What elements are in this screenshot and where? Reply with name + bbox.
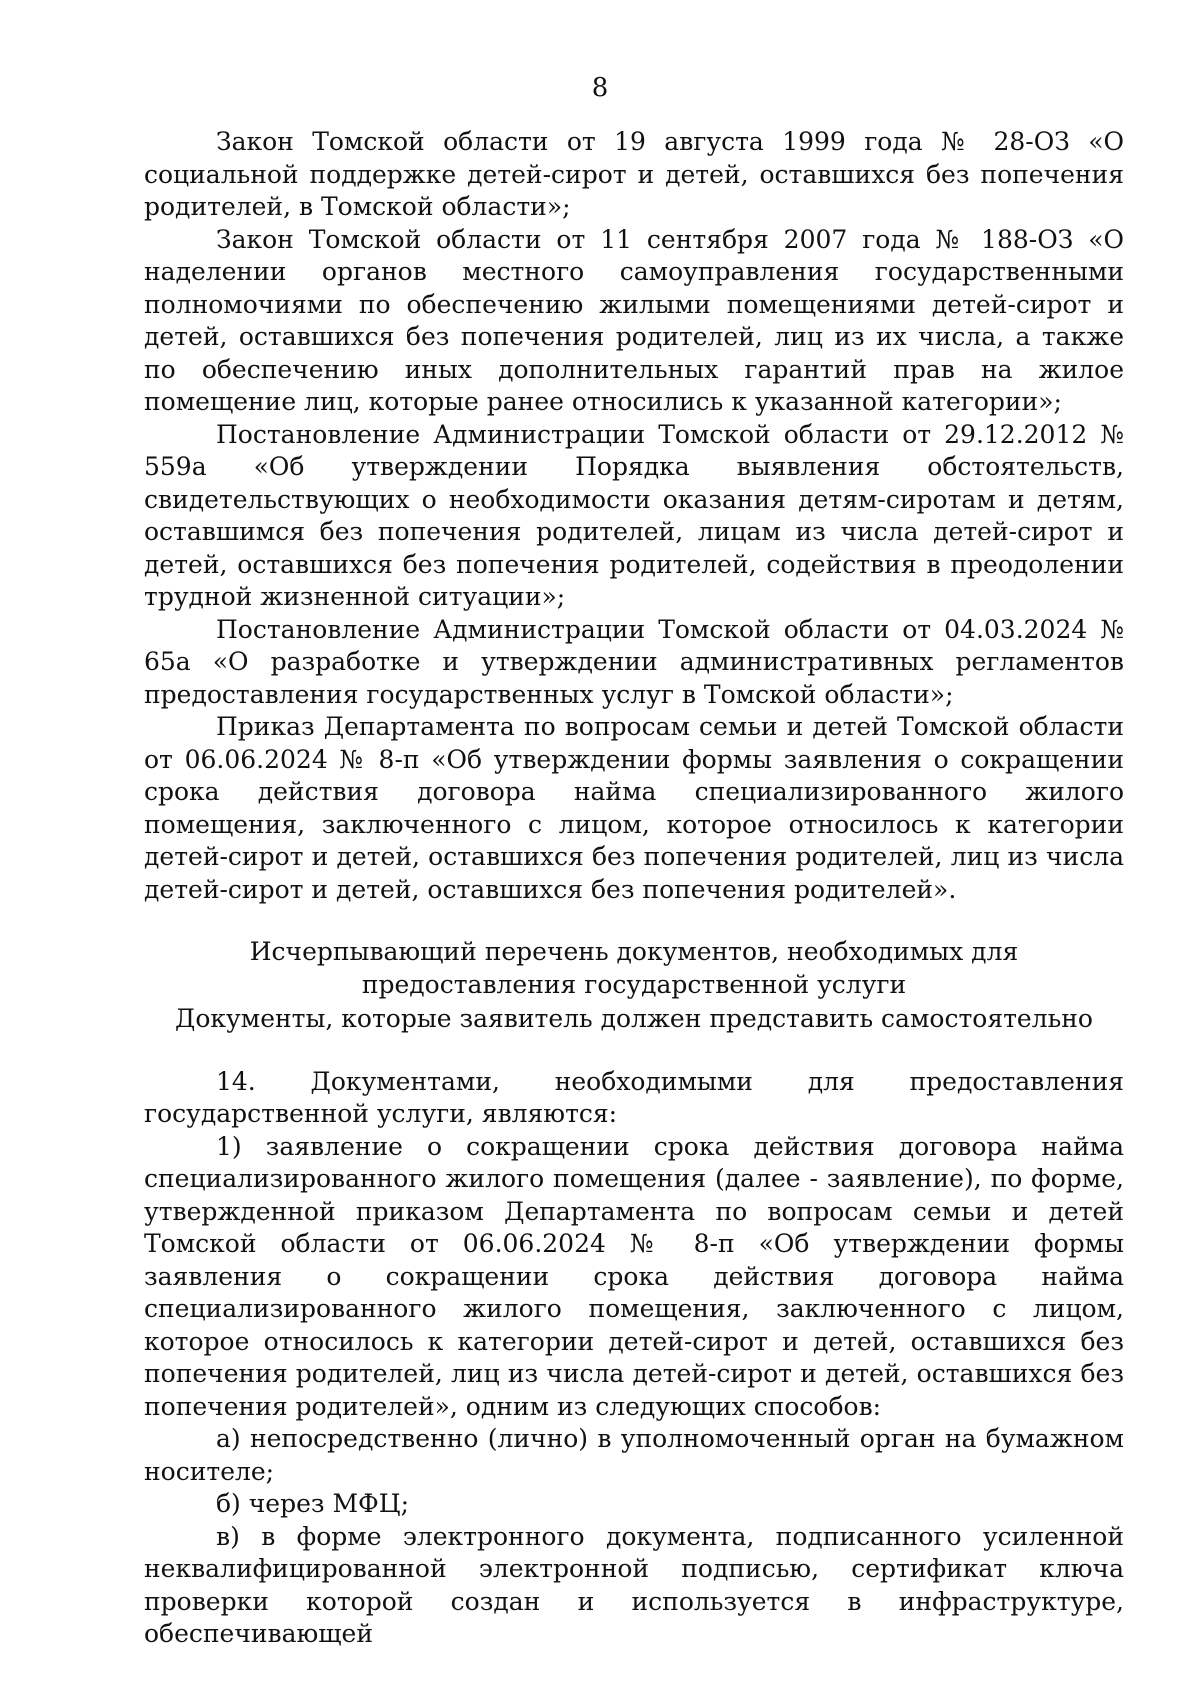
paragraph-resolution-65a: Постановление Администрации Томской области от 04.03.2024 № 65а «О разработке и утверждении административных регламентов предоставления государственных услуг в Томской области»; bbox=[144, 614, 1124, 709]
document-body bbox=[144, 126, 1124, 1651]
paragraph-resolution-559a: Постановление Администрации Томской области от 29.12.2012 № 559а «Об утверждении Порядка выявления обстоятельств, свидетельствующих о необходимости оказания детям-сиротам и детям, оставшимся без попечения родителей, лицам из числа детей-сирот и детей, оставшихся без попечения родителей, содействия в преодолении трудной жизненной ситуации»; bbox=[144, 419, 1124, 611]
section-heading bbox=[144, 936, 1124, 1036]
paragraph-item-a: а) непосредственно (лично) в уполномоченный орган на бумажном носителе; bbox=[144, 1424, 1124, 1486]
page-number: 8 bbox=[591, 73, 609, 103]
paragraph-item-14-1: 1) заявление о сокращении срока действия договора найма специализированного жилого помещения (далее - заявление), по форме, утвержденной приказом Департамента по вопросам семьи и детей Томской области от 06.06.2024 № 8-п «Об утверждении формы заявления о сокращении срока действия договора найма специализированного жилого помещения, заключенного с лицом, которое относилось к категории детей-сирот и детей, оставшихся без попечения родителей, лиц из числа детей-сирот и детей, оставшихся без попечения родителей», одним из следующих способов: bbox=[144, 1131, 1124, 1421]
section-heading-subtitle: Документы, которые заявитель должен представить самостоятельно bbox=[175, 1004, 1093, 1033]
paragraph-item-14: 14. Документами, необходимыми для предоставления государственной услуги, являются: bbox=[144, 1066, 1124, 1128]
paragraph-order-8p: Приказ Департамента по вопросам семьи и детей Томской области от 06.06.2024 № 8-п «Об утверждении формы заявления о сокращении срока действия договора найма специализированного жилого помещения, заключенного с лицом, которое относилось к категории детей-сирот и детей, оставшихся без попечения родителей, лиц из числа детей-сирот и детей, оставшихся без попечения родителей». bbox=[144, 712, 1124, 904]
paragraph-item-v: в) в форме электронного документа, подписанного усиленной неквалифицированной электронной подписью, сертификат ключа проверки которой создан и используется в инфраструктуре, обеспечивающей bbox=[144, 1521, 1124, 1648]
paragraph-item-b: б) через МФЦ; bbox=[216, 1489, 410, 1518]
paragraph-law-28-oz: Закон Томской области от 19 августа 1999 года № 28-ОЗ «О социальной поддержке детей-сирот и детей, оставшихся без попечения родителей, в Томской области»; bbox=[144, 127, 1124, 221]
paragraph-law-188-oz: Закон Томской области от 11 сентября 2007 года № 188-ОЗ «О наделении органов местного самоуправления государственными полномочиями по обеспечению жилыми помещениями детей-сирот и детей, оставшихся без попечения родителей, лиц из их числа, а также по обеспечению иных дополнительных гарантий прав на жилое помещение лиц, которые ранее относились к указанной категории»; bbox=[144, 224, 1124, 416]
section-heading-title: Исчерпывающий перечень документов, необходимых для предоставления государственной услуги bbox=[249, 937, 1019, 999]
